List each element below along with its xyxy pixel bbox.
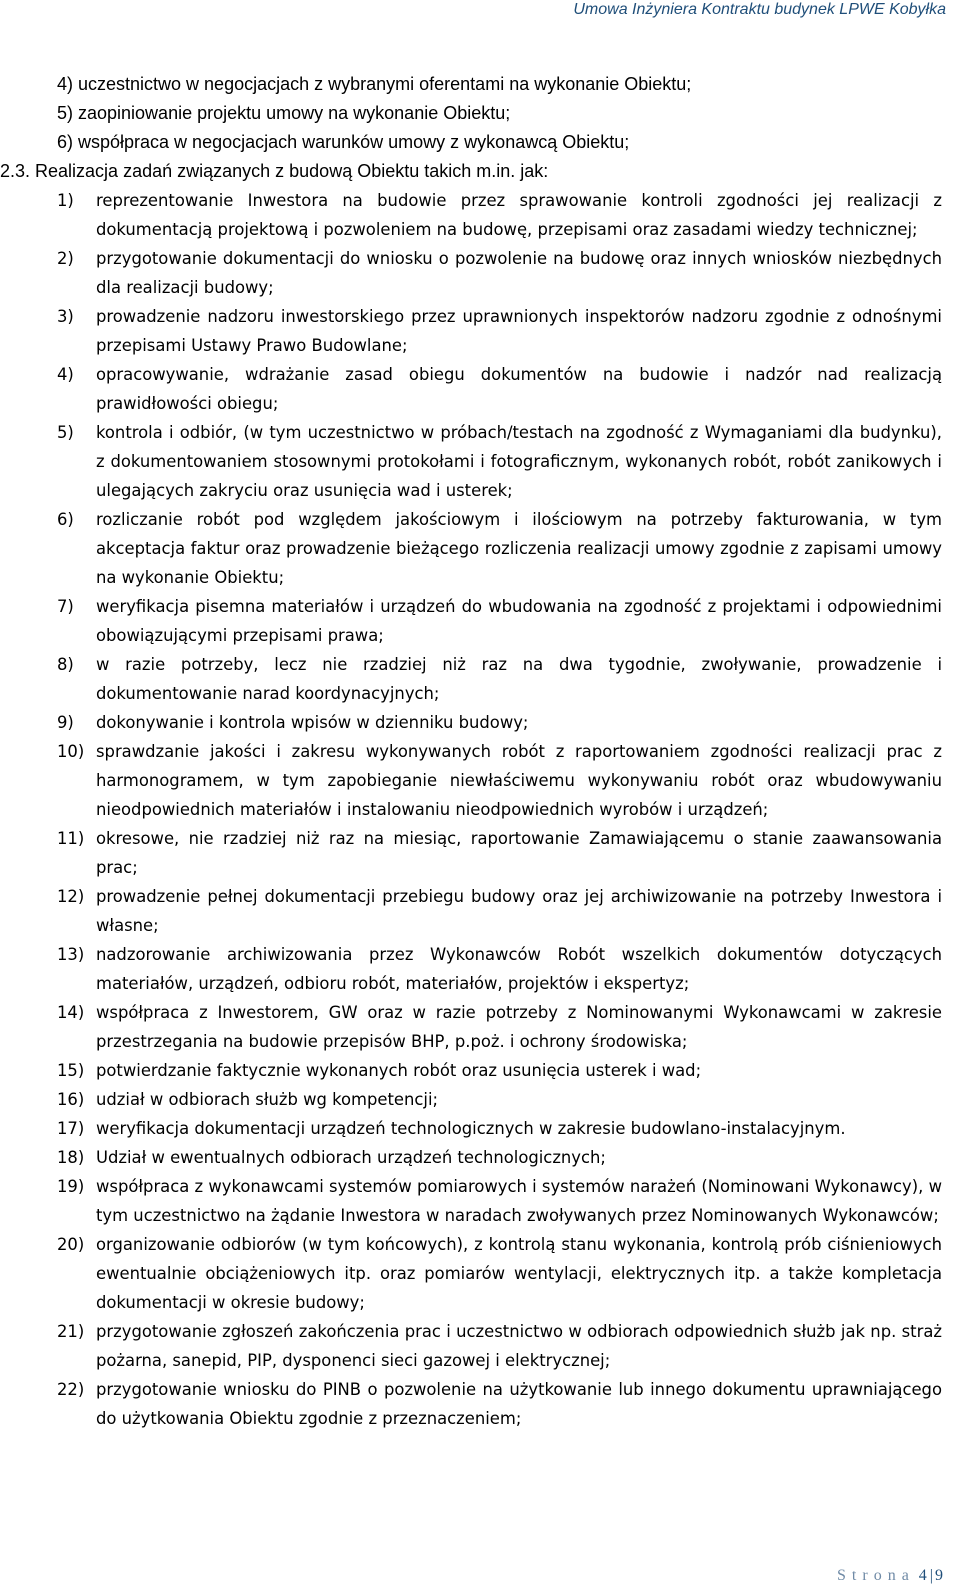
list-item: [57, 708, 942, 737]
list-item: 6) współpraca w negocjacjach warunków umowy z wykonawcą Obiektu;: [57, 132, 630, 152]
list-item: [57, 1375, 942, 1433]
task-list: [57, 186, 942, 1433]
item-text: organizowanie odbiorów (w tym końcowych), z kontrolą stanu wykonania, kontrolą prób ciśnieniowych ewentualnie obciążeniowych itp. oraz pomiarów wentylacji, elektrycznych itp. a także kompletacja dokumentacji w okresie budowy;: [96, 1235, 942, 1312]
list-item: [57, 505, 942, 592]
page-separator: |: [929, 1567, 933, 1584]
list-item: [57, 737, 942, 824]
item-text: prowadzenie nadzoru inwestorskiego przez uprawnionych inspektorów nadzoru zgodnie z odnośnymi przepisami Ustawy Prawo Budowlane;: [96, 307, 942, 355]
list-item: [57, 302, 942, 360]
item-text: weryfikacja pisemna materiałów i urządzeń do wbudowania na zgodność z projektami i odpowiednimi obowiązującymi przepisami prawa;: [96, 597, 942, 645]
running-header: Umowa Inżyniera Kontraktu budynek LPWE Kobyłka: [573, 1, 946, 18]
item-text: rozliczanie robót pod względem jakościowym i ilościowym na potrzeby fakturowania, w tym akceptacja faktur oraz prowadzenie bieżącego rozliczenia realizacji umowy zgodnie z zapisami umowy na wykonanie Obiektu;: [96, 510, 942, 587]
list-item: [57, 418, 942, 505]
item-text: okresowe, nie rzadziej niż raz na miesiąc, raportowanie Zamawiającemu o stanie zaawansowania prac;: [96, 829, 942, 877]
list-item: [57, 1172, 942, 1230]
list-item: [57, 1114, 942, 1143]
item-number: 22): [57, 1380, 85, 1399]
item-number: 3): [57, 307, 74, 326]
item-text: przygotowanie dokumentacji do wniosku o pozwolenie na budowę oraz innych wniosków niezbędnych dla realizacji budowy;: [96, 249, 942, 297]
list-item: 4) uczestnictwo w negocjacjach z wybranymi oferentami na wykonanie Obiektu;: [57, 74, 692, 94]
item-text: opracowywanie, wdrażanie zasad obiegu dokumentów na budowie i nadzór nad realizacją prawidłowości obiegu;: [96, 365, 942, 413]
list-item: [57, 1056, 942, 1085]
item-text: weryfikacja dokumentacji urządzeń technologicznych w zakresie budowlano-instalacyjnym.: [96, 1119, 846, 1138]
item-number: 19): [57, 1177, 85, 1196]
page-total: 9: [935, 1567, 944, 1584]
item-number: 17): [57, 1119, 85, 1138]
list-item: [57, 882, 942, 940]
item-text: prowadzenie pełnej dokumentacji przebiegu budowy oraz jej archiwizowanie na potrzeby Inwestora i własne;: [96, 887, 942, 935]
list-item: [57, 244, 942, 302]
item-text: przygotowanie zgłoszeń zakończenia prac i uczestnictwo w odbiorach odpowiednich służb jak np. straż pożarna, sanepid, PIP, dysponenci sieci gazowej i elektrycznej;: [96, 1322, 942, 1370]
list-item: [57, 1085, 942, 1114]
item-text: kontrola i odbiór, (w tym uczestnictwo w próbach/testach na zgodność z Wymaganiami dla budynku), z dokumentowaniem stosownymi protokołami i fotograficznym, wykonanych robót, robót zanikowych i ulegających zakryciu oraz usunięcia wad i usterek;: [96, 423, 942, 500]
list-item: [57, 650, 942, 708]
item-text: współpraca z wykonawcami systemów pomiarowych i systemów narażeń (Nominowani Wykonawcy), w tym uczestnictwo na żądanie Inwestora w naradach zwoływanych przez Nominowanych Wykonawców;: [96, 1177, 942, 1225]
item-number: 12): [57, 887, 85, 906]
item-number: 6): [57, 510, 74, 529]
item-text: przygotowanie wniosku do PINB o pozwolenie na użytkowanie lub innego dokumentu uprawniającego do użytkowania Obiektu zgodnie z przeznaczeniem;: [96, 1380, 942, 1428]
list-item: 5) zaopiniowanie projektu umowy na wykonanie Obiektu;: [57, 103, 511, 123]
item-number: 14): [57, 1003, 85, 1022]
item-number: 18): [57, 1148, 85, 1167]
item-number: 10): [57, 742, 85, 761]
list-item: [57, 592, 942, 650]
list-item: [57, 1230, 942, 1317]
item-number: 13): [57, 945, 85, 964]
list-item: [57, 1317, 942, 1375]
item-text: współpraca z Inwestorem, GW oraz w razie potrzeby z Nominowanymi Wykonawcami w zakresie przestrzegania na budowie przepisów BHP, p.poż. i ochrony środowiska;: [96, 1003, 942, 1051]
item-number: 5): [57, 423, 74, 442]
item-number: 1): [57, 191, 74, 210]
item-number: 20): [57, 1235, 85, 1254]
item-text: Udział w ewentualnych odbiorach urządzeń technologicznych;: [96, 1148, 606, 1167]
list-item: [57, 186, 942, 244]
list-item: [57, 360, 942, 418]
top-list: [0, 70, 940, 186]
item-number: 8): [57, 655, 74, 674]
item-number: 16): [57, 1090, 85, 1109]
item-text: nadzorowanie archiwizowania przez Wykonawców Robót wszelkich dokumentów dotyczących materiałów, urządzeń, odbioru robót, materiałów, projektów i ekspertyz;: [96, 945, 942, 993]
item-text: reprezentowanie Inwestora na budowie przez sprawowanie kontroli zgodności jej realizacji z dokumentacją projektową i pozwoleniem na budowę, przepisami oraz zasadami wiedzy technicznej;: [96, 191, 942, 239]
page-footer: [837, 1566, 944, 1586]
item-number: 7): [57, 597, 74, 616]
item-text: udział w odbiorach służb wg kompetencji;: [96, 1090, 439, 1109]
item-text: potwierdzanie faktycznie wykonanych robót oraz usunięcia usterek i wad;: [96, 1061, 702, 1080]
list-item: [57, 940, 942, 998]
item-number: 11): [57, 829, 85, 848]
page-number: 4: [918, 1567, 928, 1584]
list-item: [57, 824, 942, 882]
section-heading: 2.3. Realizacja zadań związanych z budową Obiektu takich m.in. jak:: [0, 161, 549, 181]
item-text: dokonywanie i kontrola wpisów w dzienniku budowy;: [96, 713, 529, 732]
page-label: Strona: [837, 1567, 915, 1584]
item-number: 9): [57, 713, 74, 732]
item-number: 4): [57, 365, 74, 384]
item-number: 2): [57, 249, 74, 268]
list-item: [57, 998, 942, 1056]
item-text: sprawdzanie jakości i zakresu wykonywanych robót z raportowaniem zgodności realizacji prac z harmonogramem, w tym zapobieganie niewłaściwemu wykonywaniu robót oraz wbudowywaniu nieodpowiednich materiałów i instalowaniu nieodpowiednich wyrobów i urządzeń;: [96, 742, 942, 819]
list-item: [57, 1143, 942, 1172]
item-text: w razie potrzeby, lecz nie rzadziej niż raz na dwa tygodnie, zwoływanie, prowadzenie i dokumentowanie narad koordynacyjnych;: [96, 655, 942, 703]
item-number: 15): [57, 1061, 85, 1080]
item-number: 21): [57, 1322, 85, 1341]
